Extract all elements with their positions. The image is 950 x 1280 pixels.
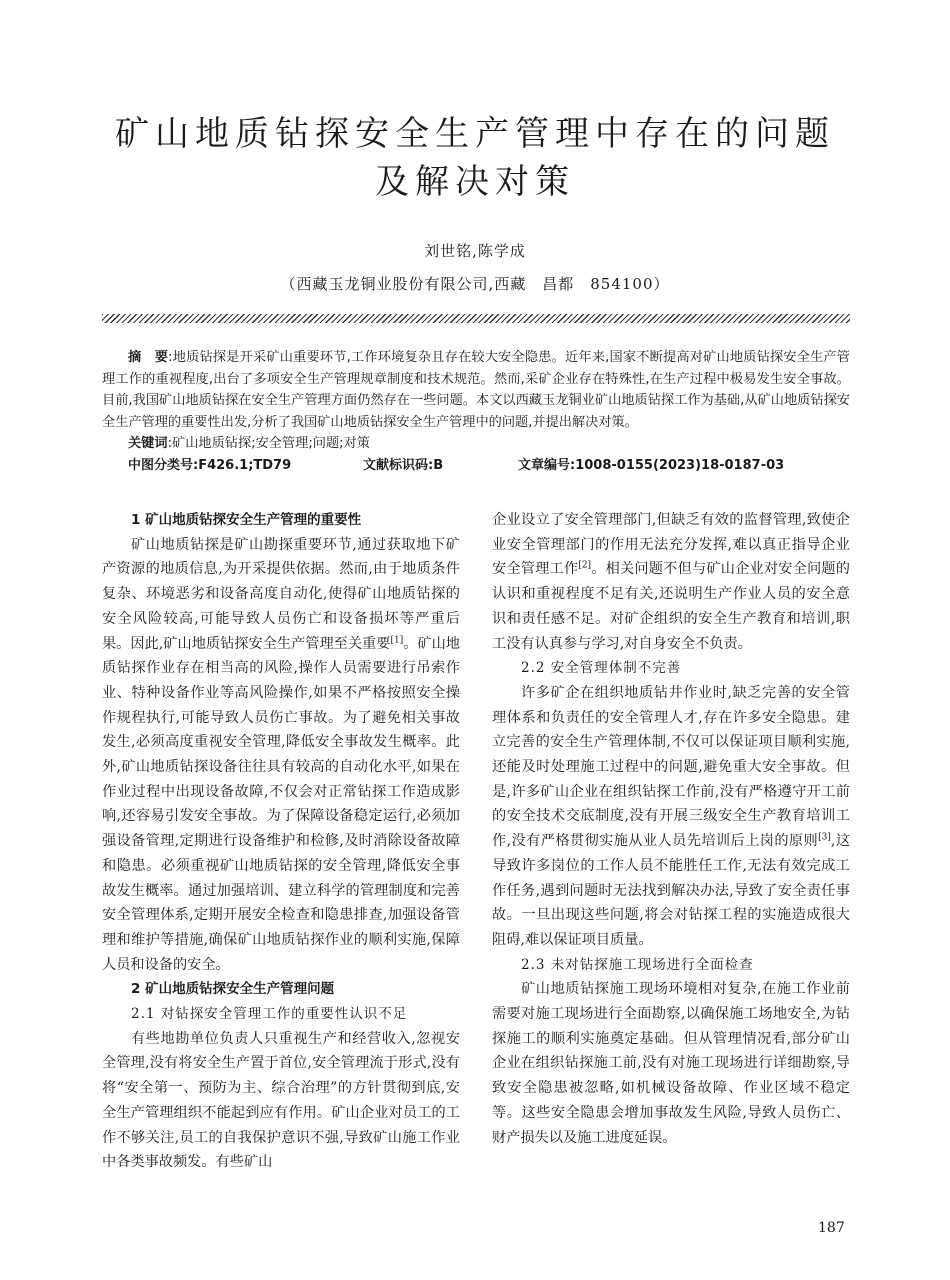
abstract-text: :地质钻探是开采矿山重要环节,工作环境复杂且存在较大安全隐患。近年来,国家不断提高对矿山地质钻探安全生产管理工作的重视程度,出台了多项安全生产管理规章制度和技术规范。然而,采矿企业存在特殊性,在生产过程中极易发生安全事故。目前,我国矿山地质钻探在安全生产管理方面仍然存在一些问题。本文以西藏玉龙铜业矿山地质钻探工作为基础,从矿山地质钻探安全生产管理的重要性出发,分析了我国矿山地质钻探安全生产管理中的问题,并提出解决对策。 xyxy=(102,350,850,430)
section-2-1-paragraph: 有些地勘单位负责人只重视生产和经营收入,忽视安全管理,没有将安全生产置于首位,安全管理流于形式,没有将“安全第一、预防为主、综合治理”的方针贯彻到底,安全生产管理组织不能起到应有作用。矿山企业对员工的工作不够关注,员工的自我保护意识不强,导致矿山施工作业中各类事故频发。有些矿山 xyxy=(102,1030,460,1171)
page-number: 187 xyxy=(818,1220,845,1236)
section-2-1-text-b: 。相关问题不但与矿山企业对安全问题的认识和重视程度不足有关,还说明生产作业人员的安全意识和责任感不足。对矿企组织的安全生产教育和培训,职工没有认真参与学习,对自身安全不负责。 xyxy=(492,561,850,652)
paper-title xyxy=(60,110,890,206)
section-2-2-text-b: ,这导致许多岗位的工作人员不能胜任工作,无法有效完成工作任务,遇到问题时无法找到解决办法,导致了安全责任事故。一旦出现这些问题,将会对钻探工程的实施造成很大阻碍,难以保证项目质量。 xyxy=(492,833,851,948)
citation-1: [1] xyxy=(390,634,404,645)
citation-3: [3] xyxy=(818,832,831,843)
section-2-1-paragraph-continued xyxy=(492,508,850,656)
clc-number: 中图分类号:F426.1;TD79 xyxy=(128,457,292,473)
classification-line xyxy=(102,455,850,477)
section-1-text-a: 矿山地质钻探是矿山勘探重要环节,通过获取地下矿产资源的地质信息,为开采提供依据。然而,由于地质条件复杂、环境恶劣和设备高度自动化,使得矿山地质钻探的安全风险较高,可能导致人员伤亡和设备损坏等严重后果。因此,矿山地质钻探安全生产管理至关重要 xyxy=(102,536,460,652)
left-column xyxy=(102,508,460,1175)
section-2-heading: 2 矿山地质钻探安全生产管理问题 xyxy=(131,981,335,998)
abstract-block xyxy=(102,347,850,476)
article-number: 文章编号:1008-0155(2023)18-0187-03 xyxy=(518,457,785,473)
section-1-heading: 1 矿山地质钻探安全生产管理的重要性 xyxy=(131,512,362,528)
keywords-text: :矿山地质钻探;安全管理;问题;对策 xyxy=(167,436,370,451)
right-column xyxy=(492,508,850,1150)
section-2-1-heading: 2.1 对钻探安全管理工作的重要性认识不足 xyxy=(131,1006,408,1023)
title-line-2: 及解决对策 xyxy=(375,162,575,202)
section-2-2-paragraph xyxy=(492,681,850,953)
hatched-divider xyxy=(102,314,850,323)
section-2-2-text-a: 许多矿企在组织地质钻井作业时,缺乏完善的安全管理体系和负责任的安全管理人才,存在许多安全隐患。建立完善的安全生产管理体制,不仅可以保证项目顺利实施,还能及时处理施工过程中的问题,避免重大安全事故。但是,许多矿山企业在组织钻探工作前,没有严格遵守开工前的安全技术交底制度,没有开展三级安全生产教育培训工作,没有严格贯彻实施从业人员先培训后上岗的原则 xyxy=(492,684,850,850)
authors: 刘世铭,陈学成 xyxy=(424,242,526,260)
section-1-text-b: 。矿山地质钻探作业存在相当高的风险,操作人员需要进行吊索作业、特种设备作业等高风险操作,如果不严格按照安全操作规程执行,可能导致人员伤亡事故。为了避免相关事故发生,必须高度重视安全管理,降低安全事故发生概率。此外,矿山地质钻探设备往往具有较高的自动化水平,如果在作业过程中出现设备故障,不仅会对正常钻探工作造成影响,还容易引发安全事故。为了保障设备稳定运行,必须加强设备管理,定期进行设备维护和检修,及时消除设备故障和隐患。必须重视矿山地质钻探的安全管理,降低安全事故发生概率。通过加强培训、建立科学的管理制度和完善安全管理体系,定期开展安全检查和隐患排查,加强设备管理和维护等措施,确保矿山地质钻探作业的顺利实施,保障人员和设备的安全。 xyxy=(102,635,460,973)
section-2-3-heading: 2.3 未对钻探施工现场进行全面检查 xyxy=(521,956,754,973)
title-line-1: 矿山地质钻探安全生产管理中存在的问题 xyxy=(115,114,835,154)
affiliation: （西藏玉龙铜业股份有限公司,西藏 昌都 854100） xyxy=(280,275,670,293)
keywords-line xyxy=(102,433,850,455)
section-2-1-text-a: 企业设立了安全管理部门,但缺乏有效的监督管理,致使企业安全管理部门的作用无法充分发挥,难以真正指导企业安全管理工作 xyxy=(492,512,850,578)
document-code: 文献标识码:B xyxy=(363,457,444,473)
abstract-label: 摘 要 xyxy=(128,350,169,365)
section-2-3-paragraph: 矿山地质钻探施工现场环境相对复杂,在施工作业前需要对施工现场进行全面勘察,以确保施工场地安全,为钻探施工的顺利实施奠定基础。但从管理情况看,部分矿山企业在组织钻探施工前,没有对施工现场进行详细勘察,导致安全隐患被忽略,如机械设备故障、作业区域不稳定等。这些安全隐患会增加事故发生风险,导致人员伤亡、财产损失以及施工进度延误。 xyxy=(492,981,850,1146)
citation-2: [2] xyxy=(578,560,592,571)
abstract-paragraph xyxy=(102,347,850,433)
keywords-label: 关键词 xyxy=(128,436,168,451)
section-2-2-heading: 2.2 安全管理体制不完善 xyxy=(521,660,682,677)
section-1-paragraph xyxy=(102,533,460,978)
